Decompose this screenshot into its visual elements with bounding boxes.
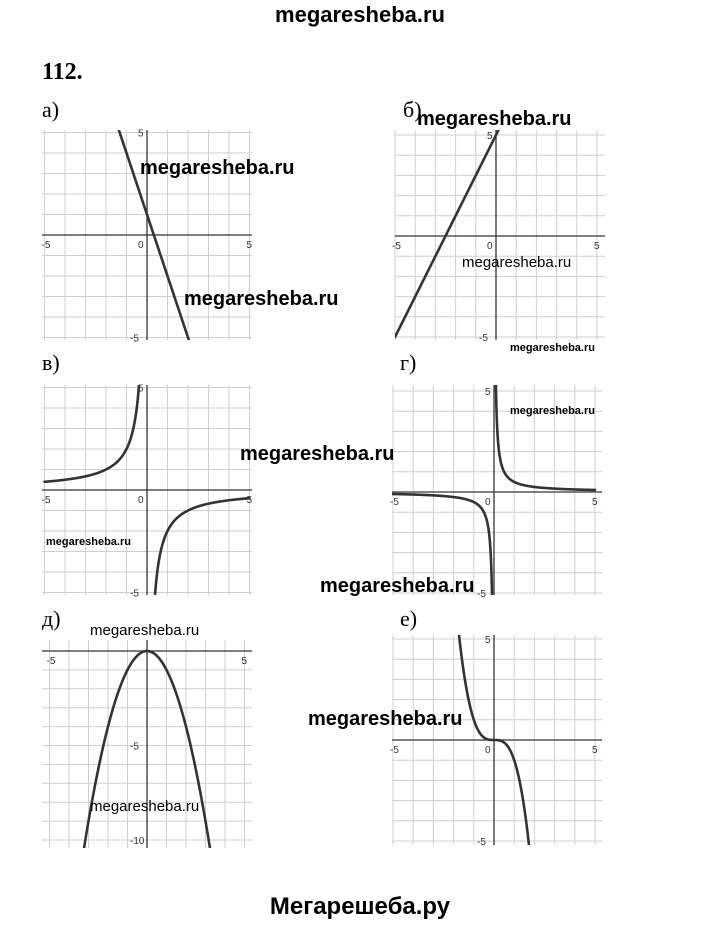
watermark: megaresheba.ru bbox=[320, 575, 475, 597]
graph-label-v: в) bbox=[42, 350, 60, 375]
graph-label-a: а) bbox=[42, 97, 60, 122]
x-tick-label: -5 bbox=[46, 656, 56, 667]
x-tick-label: -5 bbox=[392, 241, 401, 252]
watermark: megaresheba.ru bbox=[510, 342, 595, 354]
y-tick-label: -5 bbox=[130, 741, 139, 753]
x-tick-label: -5 bbox=[390, 745, 399, 756]
x-tick-label: 5 bbox=[592, 745, 598, 756]
site-header: megaresheba.ru bbox=[275, 2, 445, 27]
x-tick-label: 0 bbox=[138, 495, 144, 506]
x-tick-label: 0 bbox=[485, 497, 491, 508]
problem-number: 112. bbox=[42, 59, 83, 85]
watermark: megaresheba.ru bbox=[90, 798, 200, 815]
graph-label-d: д) bbox=[42, 606, 61, 631]
y-tick-label: -5 bbox=[130, 333, 139, 345]
site-footer: Мегарешеба.ру bbox=[269, 893, 451, 920]
y-tick-label: 5 bbox=[485, 387, 491, 398]
watermark: megaresheba.ru bbox=[46, 536, 131, 548]
watermark: megaresheba.ru bbox=[90, 622, 200, 639]
y-tick-label: 5 bbox=[485, 635, 491, 646]
y-tick-label: 5 bbox=[138, 383, 144, 395]
x-tick-label: 5 bbox=[246, 495, 253, 506]
x-tick-label: 5 bbox=[241, 656, 248, 667]
watermark: megaresheba.ru bbox=[462, 254, 572, 271]
y-tick-label: 5 bbox=[487, 131, 493, 142]
x-tick-label: 5 bbox=[246, 240, 253, 251]
watermark: megaresheba.ru bbox=[510, 405, 595, 417]
y-tick-label: -5 bbox=[130, 588, 139, 600]
x-tick-label: -5 bbox=[41, 240, 51, 251]
x-tick-label: 0 bbox=[485, 745, 491, 756]
y-tick-label: -10 bbox=[130, 836, 145, 847]
x-tick-label: 5 bbox=[594, 241, 600, 252]
graph-label-b: б) bbox=[403, 97, 422, 122]
y-tick-label: -5 bbox=[477, 837, 486, 848]
x-tick-label: -5 bbox=[390, 497, 399, 508]
x-tick-label: -5 bbox=[41, 495, 51, 506]
watermark: megaresheba.ru bbox=[417, 108, 572, 130]
watermark: megaresheba.ru bbox=[308, 708, 463, 730]
watermark: megaresheba.ru bbox=[184, 288, 339, 310]
y-tick-label: 5 bbox=[138, 128, 144, 140]
y-tick-label: -5 bbox=[479, 333, 488, 344]
x-tick-label: 0 bbox=[487, 241, 493, 252]
watermark: megaresheba.ru bbox=[140, 157, 295, 179]
x-tick-label: 5 bbox=[592, 497, 598, 508]
graph-label-e: е) bbox=[400, 606, 418, 631]
watermark: megaresheba.ru bbox=[240, 443, 395, 465]
graph-label-g: г) bbox=[400, 350, 417, 375]
y-tick-label: -5 bbox=[477, 589, 486, 600]
x-tick-label: 0 bbox=[138, 240, 144, 251]
